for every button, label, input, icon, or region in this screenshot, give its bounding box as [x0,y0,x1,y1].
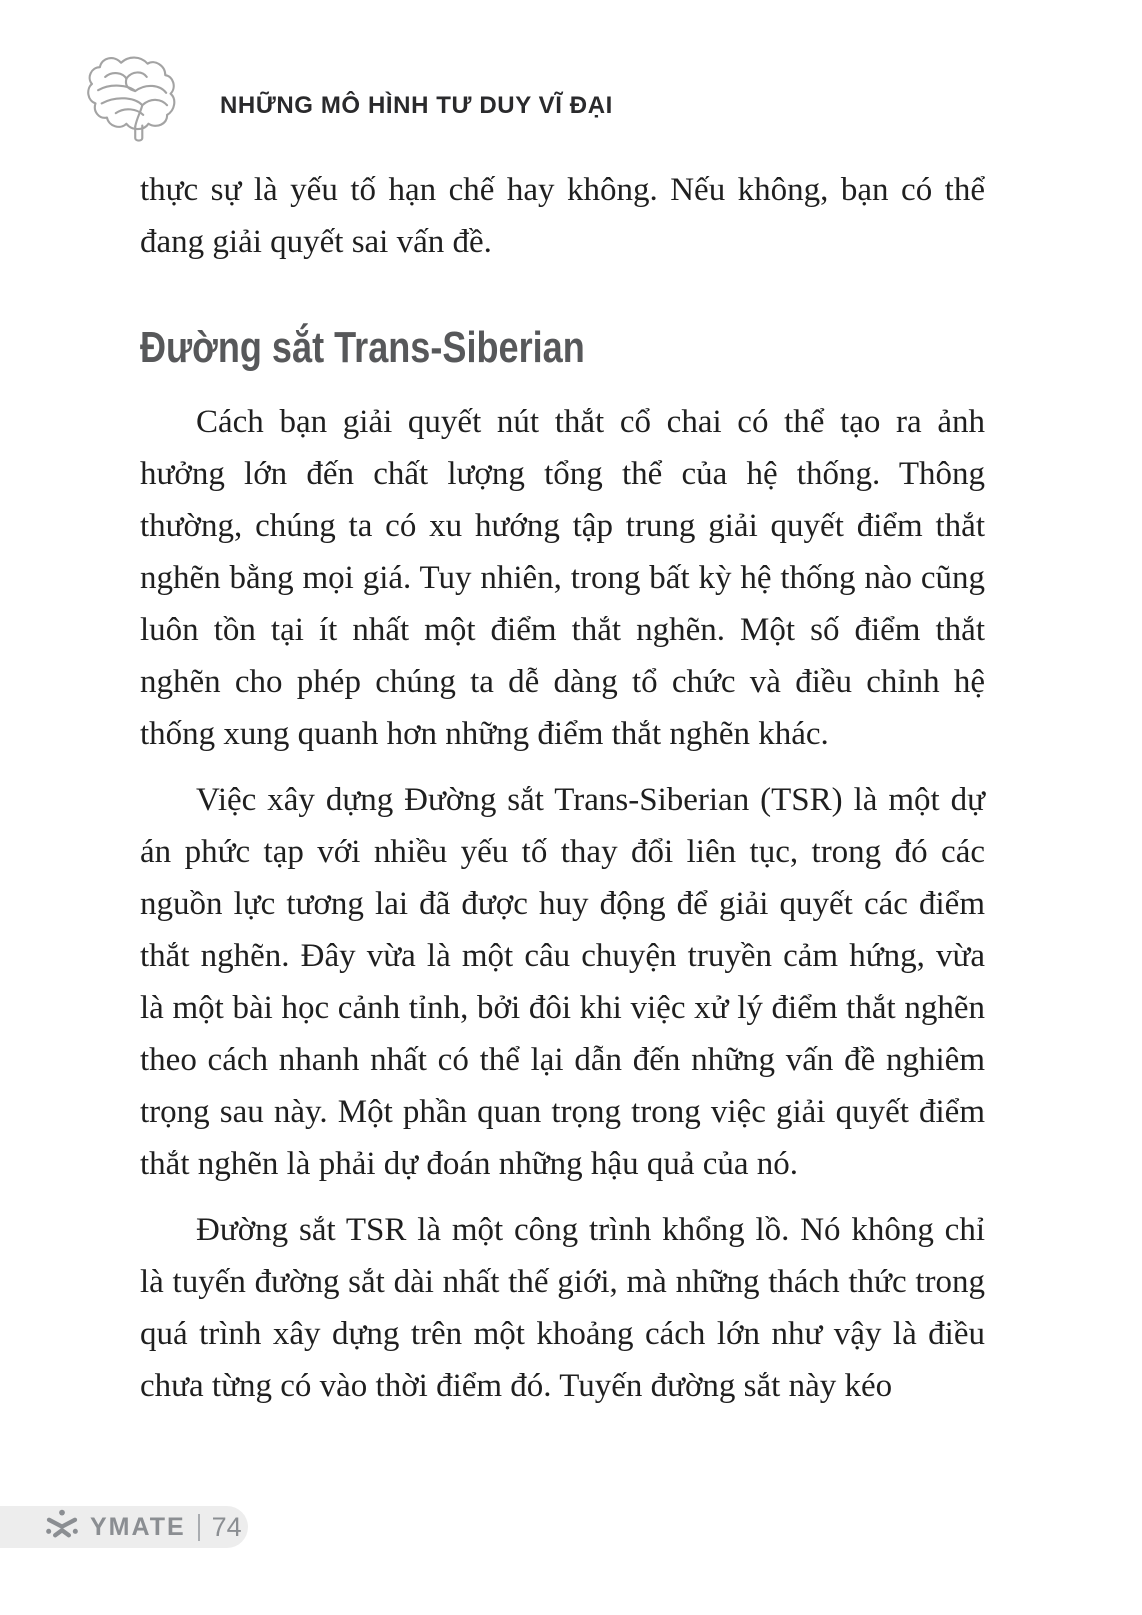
paragraph: Đường sắt TSR là một công trình khổng lồ. Nó không chỉ là tuyến đường sắt dài nhất thế giới, mà những thách thức trong quá trình xây dựng trên một khoảng cách lớn như vậy là điều chưa từng có vào thời điểm đó. Tuyến đường sắt này kéo [140,1212,985,1404]
paragraph: Cách bạn giải quyết nút thắt cổ chai có thể tạo ra ảnh hưởng lớn đến chất lượng tổng thể của hệ thống. Thông thường, chúng ta có xu hướng tập trung giải quyết điểm thắt nghẽn bằng mọi giá. Tuy nhiên, trong bất kỳ hệ thống nào cũng luôn tồn tại ít nhất một điểm thắt nghẽn. Một số điểm thắt nghẽn cho phép chúng ta dễ dàng tổ chức và điều chỉnh hệ thống xung quanh hơn những điểm thắt nghẽn khác. [140,404,985,752]
running-title: NHỮNG MÔ HÌNH TƯ DUY VĨ ĐẠI [220,92,613,119]
footer-brand-label: YMATE [90,1512,186,1541]
page-footer [0,1506,248,1548]
page-header [0,0,1142,148]
paragraph: Việc xây dựng Đường sắt Trans-Siberian (TSR) là một dự án phức tạp với nhiều yếu tố thay đổi liên tục, trong đó các nguồn lực tương lai đã được huy động để giải quyết các điểm thắt nghẽn. Đây vừa là một câu chuyện truyền cảm hứng, vừa là một bài học cảnh tỉnh, bởi đôi khi việc xử lý điểm thắt nghẽn theo cách nhanh nhất có thể lại dẫn đến những vấn đề nghiêm trọng sau này. Một phần quan trọng trong việc giải quyết điểm thắt nghẽn là phải dự đoán những hậu quả của nó. [140,782,985,1182]
footer-pill [0,1506,248,1548]
page-body [140,164,985,1412]
page-number: 74 [211,1511,242,1542]
ymate-logo-icon [44,1509,80,1545]
section-heading: Đường sắt Trans-Siberian [140,323,585,372]
paragraph-continued: thực sự là yếu tố hạn chế hay không. Nếu không, bạn có thể đang giải quyết sai vấn đề. [140,172,985,260]
footer-divider [198,1514,200,1541]
brain-icon [84,50,190,148]
